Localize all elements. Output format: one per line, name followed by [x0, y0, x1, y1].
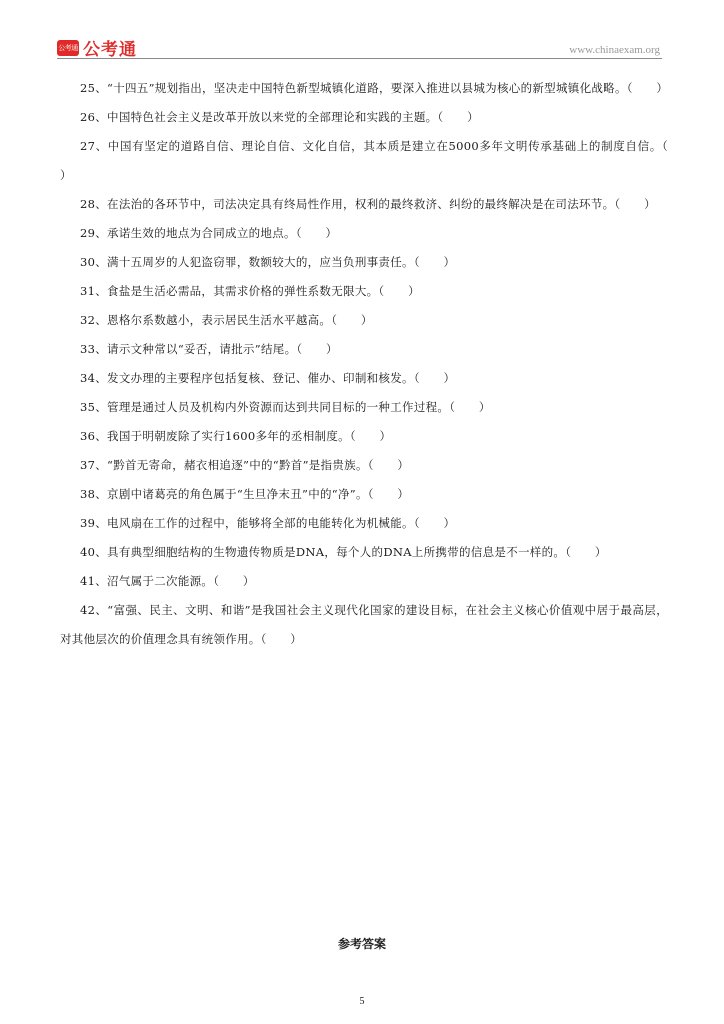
- question-item: 29、承诺生效的地点为合同成立的地点。（ ）: [80, 226, 338, 240]
- logo-badge-icon: 公考通: [57, 40, 79, 56]
- question-item: 37、“黔首无寄命，赭衣相追逐”中的“黔首”是指贵族。（ ）: [80, 458, 410, 472]
- logo-text: 公考通: [83, 40, 137, 60]
- question-item: 26、中国特色社会主义是改革开放以来党的全部理论和实践的主题。（ ）: [80, 110, 479, 124]
- question-item: 30、满十五周岁的人犯盗窃罪，数额较大的，应当负刑事责任。（ ）: [80, 255, 456, 269]
- question-item: 35、管理是通过人员及机构内外资源而达到共同目标的一种工作过程。（ ）: [80, 400, 491, 414]
- question-item: 36、我国于明朝废除了实行1600多年的丞相制度。（ ）: [80, 429, 392, 443]
- logo[interactable]: [57, 35, 137, 60]
- question-item: 40、具有典型细胞结构的生物遗传物质是DNA，每个人的DNA上所携带的信息是不一样的。（ ）: [80, 545, 607, 559]
- question-item: 34、发文办理的主要程序包括复核、登记、催办、印制和核发。（ ）: [80, 371, 456, 385]
- answer-section-title: 参考答案: [337, 937, 386, 951]
- question-item: 42、“富强、民主、文明、和谐”是我国社会主义现代化国家的建设目标，在社会主义核心价值观中居于最高层，对其他层次的价值理念具有统领作用。（ ）: [60, 603, 668, 646]
- site-url[interactable]: www.chinaexam.org: [569, 44, 660, 56]
- question-list: [60, 74, 692, 654]
- question-item: 28、在法治的各环节中，司法决定具有终局性作用，权利的最终救济、纠纷的最终解决是在司法环节。（ ）: [80, 197, 656, 211]
- page-header: [0, 0, 724, 60]
- header-divider: [57, 58, 662, 59]
- page-number: 5: [359, 996, 365, 1007]
- question-item: 39、电风扇在工作的过程中，能够将全部的电能转化为机械能。（ ）: [80, 516, 456, 530]
- question-item: 32、恩格尔系数越小，表示居民生活水平越高。（ ）: [80, 313, 373, 327]
- question-item: 25、“十四五”规划指出，坚决走中国特色新型城镇化道路，要深入推进以县城为核心的新型城镇化战略。（ ）: [80, 81, 669, 95]
- question-item: 33、请示文种常以“妥否，请批示”结尾。（ ）: [80, 342, 338, 356]
- question-item: 27、中国有坚定的道路自信、理论自信、文化自信，其本质是建立在5000多年文明传承基础上的制度自信。（ ）: [60, 139, 692, 182]
- question-item: 41、沼气属于二次能源。（ ）: [80, 574, 255, 588]
- question-item: 38、京剧中诸葛亮的角色属于“生旦净末丑”中的“净”。（ ）: [80, 487, 410, 501]
- question-item: 31、食盐是生活必需品，其需求价格的弹性系数无限大。（ ）: [80, 284, 420, 298]
